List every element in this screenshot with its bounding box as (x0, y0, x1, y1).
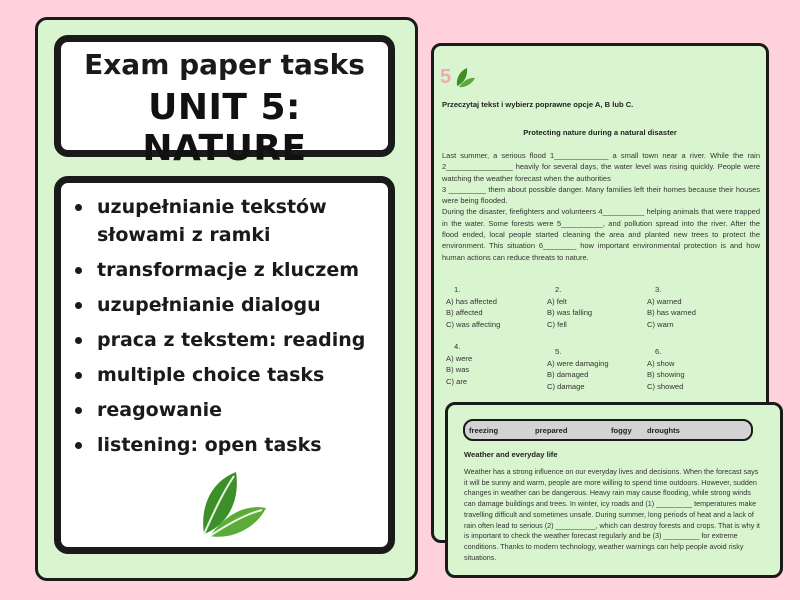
task-label: multiple choice tasks (97, 364, 325, 386)
question-3 (647, 284, 696, 330)
task-label: reagowanie (97, 399, 223, 421)
option: A) were (446, 353, 473, 363)
task-item (71, 256, 380, 284)
question-number: 4. (454, 342, 461, 351)
option: B) showing (647, 370, 685, 380)
option: B) affected (446, 308, 483, 318)
question-4 (446, 341, 472, 387)
option: A) has affected (446, 296, 497, 306)
bullet-icon (75, 204, 82, 211)
question-2 (547, 284, 592, 330)
word-bank-item: droughts (647, 426, 680, 435)
option: C) fell (547, 319, 567, 329)
task-label: listening: open tasks (97, 434, 322, 456)
question-number: 5. (555, 347, 562, 356)
option: B) was falling (547, 308, 593, 318)
task-item (71, 431, 380, 459)
bullet-icon (75, 337, 82, 344)
option: B) has warned (647, 308, 696, 318)
option: B) damaged (547, 370, 589, 380)
bullet-icon (75, 302, 82, 309)
question-1 (446, 284, 500, 330)
bullet-icon (75, 267, 82, 274)
question-number: 6. (655, 347, 662, 356)
word-bank-item: prepared (535, 426, 568, 435)
reading-paragraph: Last summer, a serious flood 1_____________ a small town near a river. While the rain 2________________ heavily for several days, the water level was rising quickly. People were watching the weather forecast when the authorities (442, 151, 760, 183)
bullet-icon (75, 407, 82, 414)
option: C) was affecting (446, 319, 501, 329)
gap-fill-text: Weather has a strong influence on our everyday lives and decisions. When the forecast says it will be sunny and warm, people are more willing to spend time outdoors. However, sudden changes in weather can be dangerous. Heavy rain may cause flooding, while strong winds can damage buildings and trees. In winter, icy roads and (1) _________ temperatures make travelling difficult and sometimes unsafe. During summer, long periods of heat and a lack of rain often lead to serious (2) __________, which can destroy forests and crops. That is why it is important to check the weather forecast regularly and be (3) _________ for extreme conditions. Thanks to modern technology, weather warnings can help people avoid risky situations. (464, 467, 760, 562)
task-list-box (54, 176, 395, 554)
task-label: uzupełnianie dialogu (97, 294, 321, 316)
reading-paragraph: During the disaster, firefighters and volunteers 4__________ helping animals that were trapped in the water. Some forests were 5__________, and pollution spread into the river. After the flood ended, local people started cleaning the area and planted new trees to protect the environment. This situation 6________ how important environmental protection is and how human actions can reduce threats to nature. (442, 207, 760, 262)
small-leaves-icon (454, 66, 476, 88)
question-number: 2. (555, 285, 562, 294)
task-label: uzupełnianie tekstów słowami z ramki (97, 196, 327, 246)
option: B) was (446, 365, 470, 375)
question-5 (547, 346, 609, 392)
reading-paragraph: 3 _________ them about possible danger. Many families left their homes because their houses were being flooded. (442, 184, 760, 206)
task-label: praca z tekstem: reading (97, 329, 366, 351)
title-line-2: UNIT 5: NATURE (142, 87, 307, 169)
option: C) are (446, 376, 468, 386)
option: A) show (647, 358, 675, 368)
option: A) were damaging (547, 358, 609, 368)
instruction: Przeczytaj tekst i wybierz poprawne opcje A, B lub C. (442, 100, 634, 109)
reading-title: Protecting nature during a natural disaster (523, 128, 677, 137)
option: A) warned (647, 296, 682, 306)
task-item (71, 396, 380, 424)
question-6 (647, 346, 685, 392)
bullet-icon (75, 442, 82, 449)
worksheet-word-bank (445, 402, 783, 578)
task-list (61, 183, 388, 459)
reading-text (442, 150, 760, 263)
option: C) showed (647, 381, 684, 391)
question-number: 1. (454, 285, 461, 294)
text-title: Weather and everyday life (464, 450, 558, 459)
title-box (54, 35, 395, 169)
leaves-icon (196, 468, 268, 540)
cover-card (35, 17, 418, 581)
task-item (71, 193, 380, 249)
task-item (71, 291, 380, 319)
task-item (71, 361, 380, 389)
option: A) felt (547, 296, 567, 306)
unit-number: 5 (440, 66, 452, 88)
option: C) warn (647, 319, 674, 329)
word-bank-item: freezing (469, 426, 499, 435)
task-label: transformacje z kluczem (97, 259, 360, 281)
question-number: 3. (655, 285, 662, 294)
title-line-1: Exam paper tasks (84, 48, 365, 81)
word-bank (463, 419, 753, 441)
task-item (71, 326, 380, 354)
word-bank-item: foggy (611, 426, 632, 435)
option: C) damage (547, 381, 585, 391)
bullet-icon (75, 372, 82, 379)
